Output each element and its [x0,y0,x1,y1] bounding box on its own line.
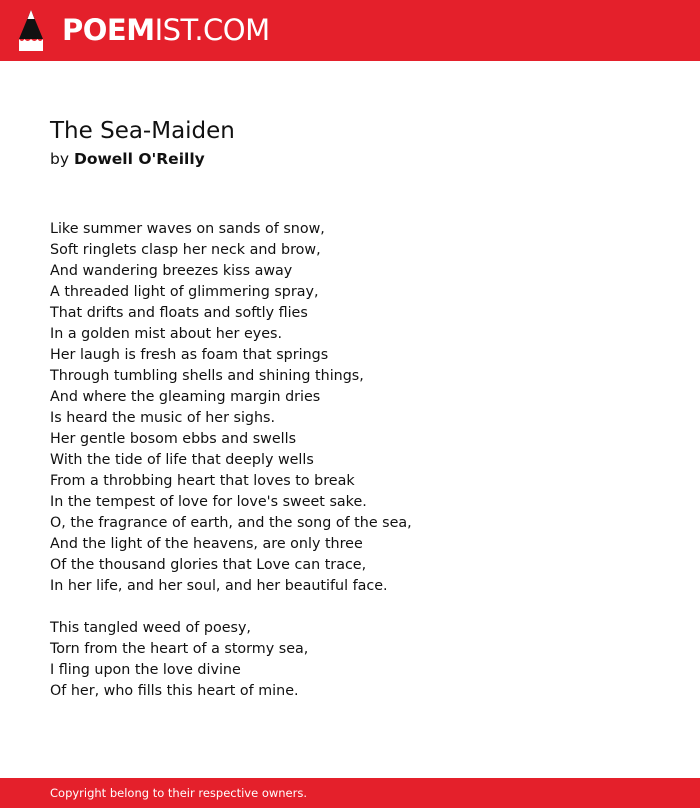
poem-line: In the tempest of love for love's sweet sake. [50,494,367,510]
poem-line: Soft ringlets clasp her neck and brow, [50,242,321,258]
brand-light-text: IST.COM [154,13,270,47]
poem-line: In a golden mist about her eyes. [50,326,283,342]
poem-line: And the light of the heavens, are only three [50,536,363,552]
poem-line: Through tumbling shells and shining things, [50,368,364,384]
poem-line: Her laugh is fresh as foam that springs [50,347,329,363]
site-header [0,0,700,61]
poem-line: I fling upon the love divine [50,662,241,678]
stanza-2 [50,618,650,702]
poem-body [50,219,650,723]
brand-bold-text: POEM [62,13,155,47]
poem-line: A threaded light of glimmering spray, [50,284,319,300]
poem-line: Of the thousand glories that Love can trace, [50,557,367,573]
poem-line: In her life, and her soul, and her beautiful face. [50,578,388,594]
pencil-tip-icon[interactable] [18,9,44,52]
poem-line: From a throbbing heart that loves to break [50,473,355,489]
poem-line: Her gentle bosom ebbs and swells [50,431,297,447]
poem-line: Like summer waves on sands of snow, [50,221,325,237]
copyright-text: Copyright belong to their respective owners. [50,786,308,800]
poem-line: And wandering breezes kiss away [50,263,293,279]
author-name: Dowell O'Reilly [73,150,205,168]
poem-line: Of her, who fills this heart of mine. [50,683,299,699]
poem-line: Torn from the heart of a stormy sea, [50,641,309,657]
poem-line: This tangled weed of poesy, [50,620,251,636]
poem-line: Is heard the music of her sighs. [50,410,276,426]
poem-line: With the tide of life that deeply wells [50,452,314,468]
byline [50,149,205,169]
site-footer [0,778,700,808]
poem-line: O, the fragrance of earth, and the song of the sea, [50,515,412,531]
poem-line: And where the gleaming margin dries [50,389,321,405]
poem-title: The Sea-Maiden [50,118,235,144]
site-logo-text[interactable] [62,13,270,47]
by-label: by [50,150,70,168]
poem-line: That drifts and floats and softly flies [50,305,308,321]
stanza-1 [50,219,650,597]
